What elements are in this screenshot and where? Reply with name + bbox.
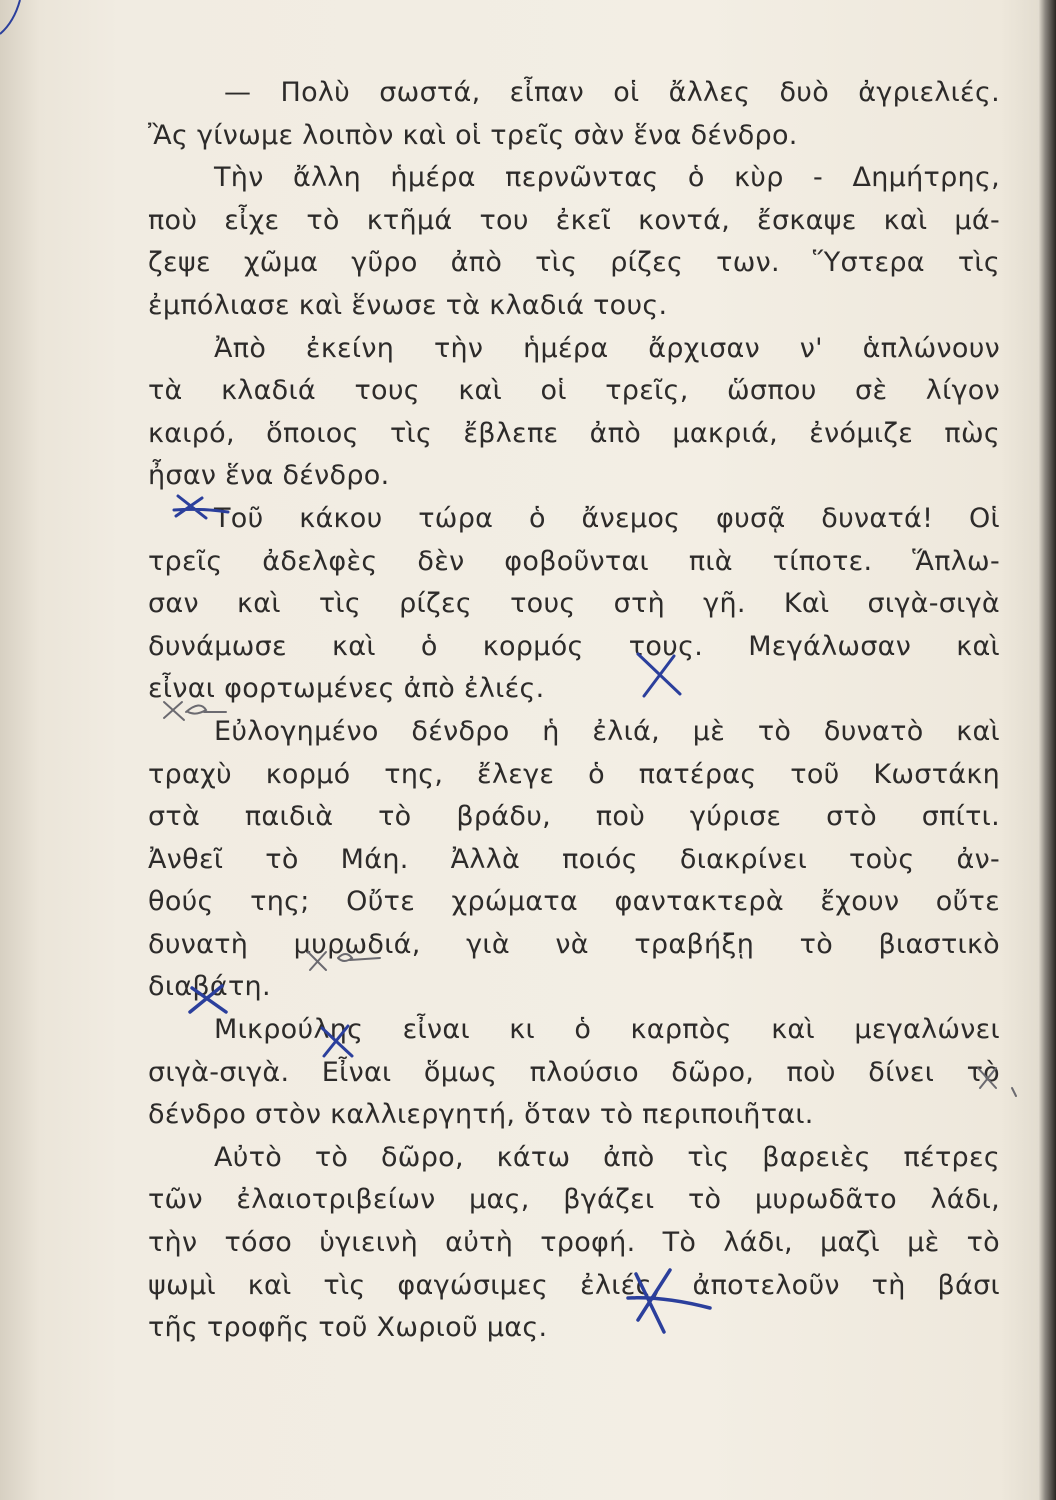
- text-line: δυνατὴ μυρωδιά, γιὰ νὰ τραβήξῃ τὸ βιαστικὸ: [148, 928, 1000, 960]
- text-line: — Πολὺ σωστά, εἶπαν οἱ ἄλλες δυὸ ἀγριελιές.: [224, 77, 1000, 108]
- text-line: Αὐτὸ τὸ δῶρο, κάτω ἀπὸ τὶς βαρειὲς πέτρες: [214, 1141, 1000, 1173]
- text-line: Μικρούλης εἶναι κι ὁ καρπὸς καὶ μεγαλώνει: [214, 1014, 1000, 1046]
- text-line: τὴν τόσο ὑγιεινὴ αὐτὴ τροφή. Τὸ λάδι, μαζὶ μὲ τὸ: [148, 1227, 1000, 1259]
- text-line: Τοῦ κάκου τώρα ὁ ἄνεμος φυσᾷ δυνατά! Οἱ: [214, 502, 1000, 534]
- text-line: σαν καὶ τὶς ρίζες τους στὴ γῆ. Καὶ σιγὰ-σιγὰ: [148, 588, 1000, 620]
- text-line: ψωμὶ καὶ τὶς φαγώσιμες ἐλιές, ἀποτελοῦν τὴ βάσι: [148, 1269, 1000, 1301]
- text-line: Ἀπὸ ἐκείνη τὴν ἡμέρα ἄρχισαν ν' ἁπλώνουν: [214, 332, 1000, 364]
- text-line: Τὴν ἄλλη ἡμέρα περνῶντας ὁ κὺρ - Δημήτρης,: [214, 162, 1000, 194]
- text-line: τρεῖς ἀδελφὲς δὲν φοβοῦνται πιὰ τίποτε. Ἅπλω-: [148, 545, 1000, 577]
- text-line: τὰ κλαδιά τους καὶ οἱ τρεῖς, ὥσπου σὲ λίγον: [148, 375, 1000, 407]
- text-line: ζεψε χῶμα γῦρο ἀπὸ τὶς ρίζες των. Ὕστερα τὶς: [148, 247, 1000, 279]
- text-line: σιγὰ-σιγὰ. Εἶναι ὅμως πλούσιο δῶρο, ποὺ δίνει τὸ: [148, 1056, 1000, 1088]
- text-line: ἦσαν ἕνα δένδρο.: [148, 460, 390, 492]
- text-line: δένδρο στὸν καλλιεργητή, ὅταν τὸ περιποιῆται.: [148, 1099, 814, 1131]
- text-line: ἐμπόλιασε καὶ ἕνωσε τὰ κλαδιά τους.: [148, 289, 668, 321]
- corner-ink-mark: [0, 0, 40, 40]
- text-line: Ἂς γίνωμε λοιπὸν καὶ οἱ τρεῖς σὰν ἕνα δένδρο.: [148, 119, 798, 151]
- text-line: Εὐλογημένο δένδρο ἡ ἐλιά, μὲ τὸ δυνατὸ καὶ: [214, 715, 1000, 747]
- text-line: τῆς τροφῆς τοῦ Χωριοῦ μας.: [148, 1312, 548, 1344]
- text-line: τῶν ἐλαιοτριβείων μας, βγάζει τὸ μυρωδᾶτο λάδι,: [148, 1184, 1000, 1216]
- text-line: εἶναι φορτωμένες ἀπὸ ἐλιές.: [148, 673, 545, 705]
- text-line: καιρό, ὅποιος τὶς ἔβλεπε ἀπὸ μακριά, ἐνόμιζε πὼς: [148, 417, 1000, 449]
- text-line: τραχὺ κορμό της, ἔλεγε ὁ πατέρας τοῦ Κωστάκη: [148, 758, 1000, 790]
- text-line: θούς της; Οὔτε χρώματα φαντακτερὰ ἔχουν οὔτε: [148, 886, 1000, 918]
- text-line: ποὺ εἶχε τὸ κτῆμά του ἐκεῖ κοντά, ἔσκαψε καὶ μά-: [148, 204, 1000, 236]
- body-text: [148, 72, 1000, 1350]
- text-line: στὰ παιδιὰ τὸ βράδυ, ποὺ γύρισε στὸ σπίτι.: [148, 801, 1000, 833]
- text-line: δυνάμωσε καὶ ὁ κορμός τους. Μεγάλωσαν καὶ: [148, 630, 1000, 662]
- text-line: διαβάτη.: [148, 971, 271, 1003]
- page-edge: [1038, 0, 1056, 1500]
- text-line: Ἀνθεῖ τὸ Μάη. Ἀλλὰ ποιός διακρίνει τοὺς ἀν-: [148, 843, 1000, 875]
